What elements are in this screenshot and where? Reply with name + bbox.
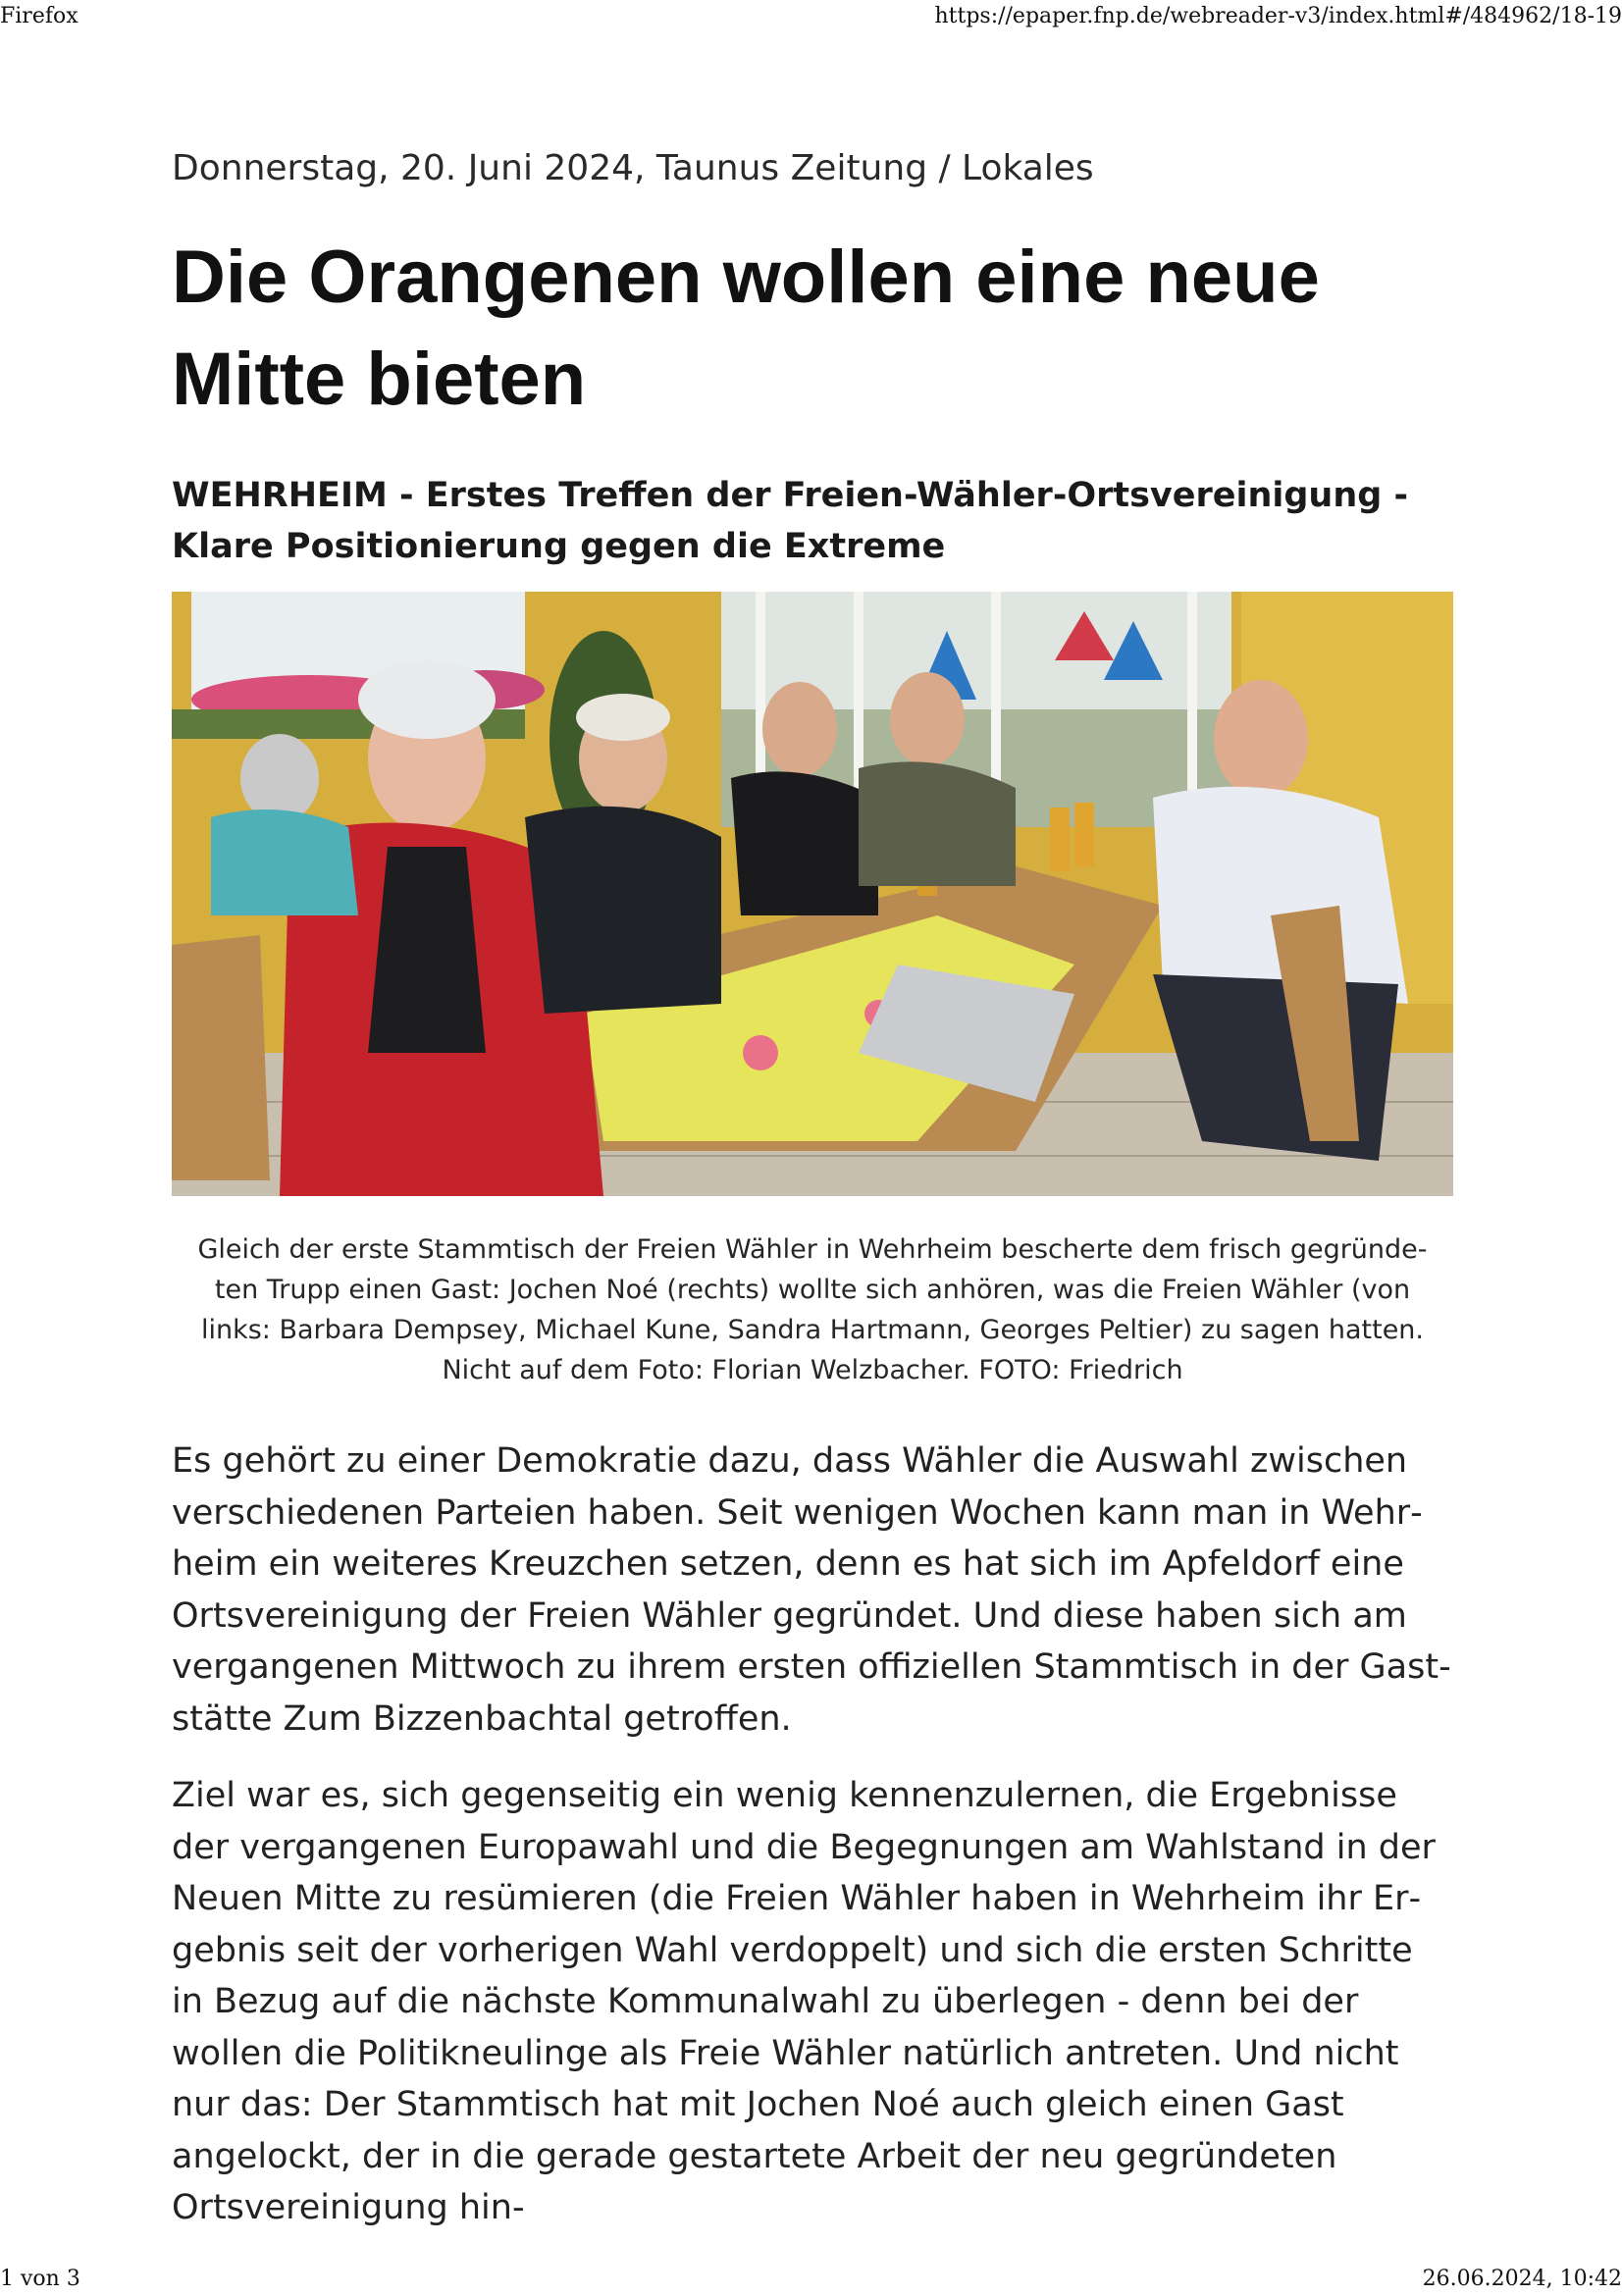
print-header: [0, 4, 1622, 33]
article-photo: [172, 592, 1453, 1196]
article-dateline: Donnerstag, 20. Juni 2024, Taunus Zeitung / Lokales: [172, 148, 1094, 188]
article: [172, 147, 1453, 2234]
headline-line-2: Mitte bieten: [172, 338, 587, 422]
print-footer-page: 1 von 3: [0, 2267, 80, 2291]
print-footer: [0, 2267, 1622, 2296]
article-paragraph-2: Ziel war es, sich gegenseitig ein wenig kennenzulernen, die Ergebnisse der vergangenen Europawahl und die Begegnungen am Wahlstand in der Neuen Mitte zu resümieren (die Freien Wähler haben in Wehrheim ihr Ergebnis seit der vorherigen Wahl verdoppelt) und sich die ersten Schritte in Bezug auf die nächste Kommunalwahl zu überlegen - denn bei der wollen die Politikneulinge als Freie Wähler natürlich antreten. Und nicht nur das: Der Stammtisch hat mit Jochen Noé auch gleich einen Gast angelockt, der in die gerade gestartete Arbeit der neu gegründeten Ortsvereinigung hin-: [172, 1776, 1436, 2228]
article-subhead: WEHRHEIM - Erstes Treffen der Freien-Wähler-Ortsvereinigung - Klare Positionierung gegen die Extreme: [172, 476, 1409, 567]
print-header-app: Firefox: [0, 4, 78, 28]
article-paragraph-1: Es gehört zu einer Demokratie dazu, dass Wähler die Auswahl zwischen verschiedenen Parteien haben. Seit wenigen Wochen kann man in Wehrheim ein weiteres Kreuzchen setzen, denn es hat sich im Apfeldorf eine Ortsvereinigung der Freien Wähler gegründet. Und diese haben sich am vergangenen Mittwoch zu ihrem ersten offiziellen Stammtisch in der Gaststätte Zum Bizzenbachtal getroffen.: [172, 1441, 1451, 1739]
print-footer-datetime: 26.06.2024, 10:42: [1422, 2267, 1622, 2291]
article-headline: [172, 227, 1388, 431]
headline-line-1: Die Orangenen wollen eine neue: [172, 235, 1320, 320]
photo-caption: Gleich der erste Stammtisch der Freien Wähler in Wehrheim bescherte dem frisch gegründeten Trupp einen Gast: Jochen Noé (rechts) wollte sich anhören, was die Freien Wähler (von links: Barbara Dempsey, Michael Kune, Sandra Hartmann, Georges Peltier) zu sagen hatten. Nicht auf dem Foto: Florian Welzbacher. FOTO: Friedrich: [197, 1234, 1428, 1386]
print-header-url: https://epaper.fnp.de/webreader-v3/index.html#/484962/18-19: [934, 4, 1622, 28]
